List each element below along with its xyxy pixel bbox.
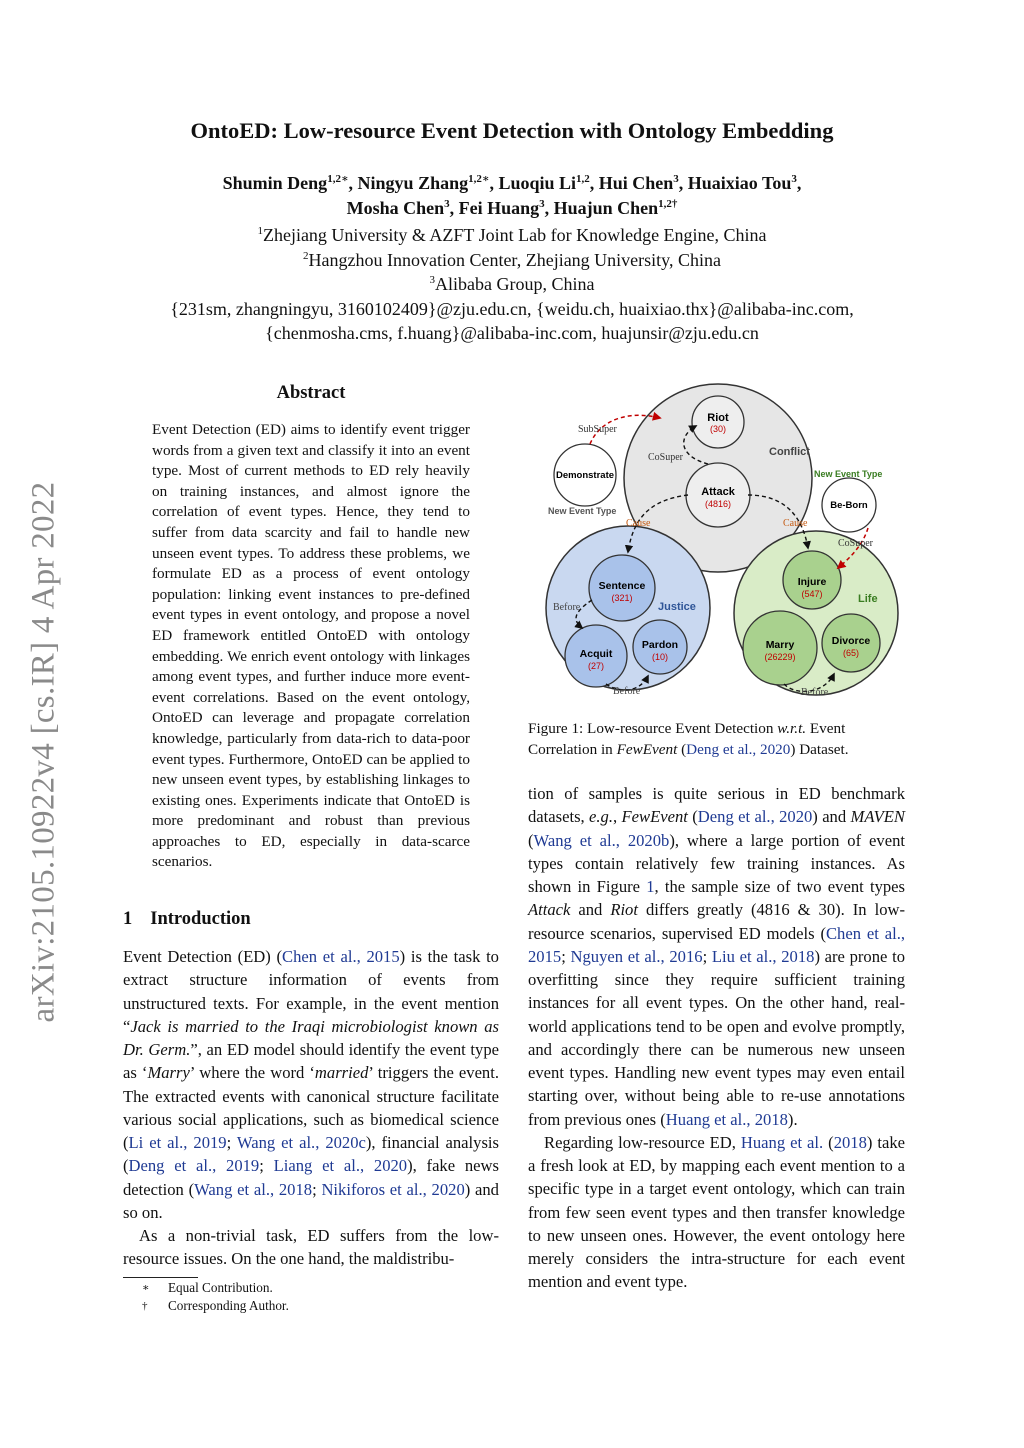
italic-text: e.g.: [589, 807, 614, 827]
new-event-type-label-right: New Event Type: [814, 469, 883, 479]
riot-name: Riot: [707, 412, 729, 424]
section-title: Introduction: [150, 909, 251, 929]
citation-link[interactable]: Chen et al., 2015: [282, 947, 400, 966]
italic-text: Marry: [147, 1063, 190, 1083]
citation-link[interactable]: Nikiforos et al., 2020: [321, 1179, 465, 1199]
acquit-name: Acquit: [579, 648, 613, 660]
citation-link[interactable]: Huang et al.: [740, 1132, 824, 1152]
affiliation-1: $^1$Zhejiang University & AZFT Joint Lab for Knowledge Engine, China: [257, 225, 767, 245]
citation-link[interactable]: Deng et al., 2020: [686, 741, 791, 758]
affiliation-3: $^3$Alibaba Group, China: [429, 274, 595, 294]
cause-right-label: Cause: [783, 518, 808, 529]
emails-line-2: {chenmosha.cms, f.huang}@alibaba-inc.com, huajunsir@zju.edu.cn: [265, 323, 759, 343]
italic-text: w.r.t.: [777, 720, 807, 737]
footnote-corresponding-author: † Corresponding Author.: [142, 1298, 289, 1313]
arxiv-identifier: arXiv:2105.10922v4 [cs.IR] 4 Apr 2022: [25, 481, 62, 1023]
right-column-body: [528, 782, 905, 1294]
italic-text: MAVEN: [850, 807, 906, 827]
abstract-text: Event Detection (ED) aims to identify event trigger words from a given text and classify it into an event type. Most of current methods to ED rely heavily on training instances, and almost ignore the correlation of event types. Hence, they tend to suffer from data scarcity and fail to handle new unseen event types. To address these problems, we formulate ED as a process of event ontology population: linking event instances to pre-defined event types in event ontology, and propose a novel ED framework entitled OntoED with ontology embedding. We enrich event ontology with linkages among event types, and further induce more event-event correlations. Based on the event ontology, OntoED can leverage and propagate correlation knowledge, particularly from data-rich to data-poor event types. Furthermore, OntoED can be applied to new unseen event types, by establishing linkages to existing ones. Experiments indicate that OntoED is more predominant and robust than previous approaches to ED, especially in data-scarce scenarios.: [152, 421, 470, 871]
abstract-heading: Abstract: [276, 383, 346, 403]
citation-link[interactable]: 2018: [833, 1132, 867, 1152]
citation-link[interactable]: Deng et al., 2020: [697, 807, 813, 827]
emails-line-1: {231sm, zhangningyu, 3160102409}@zju.edu.cn, {weidu.ch, huaixiao.thx}@alibaba-inc.com,: [170, 298, 854, 319]
author-name: Luoqiu Li: [498, 173, 577, 193]
italic-text: married: [314, 1063, 369, 1083]
author-name: Mosha Chen: [346, 198, 445, 218]
italic-text: FewEvent: [621, 807, 688, 827]
citation-link[interactable]: Huang et al., 2018: [665, 1109, 788, 1129]
italic-text: FewEvent: [616, 741, 678, 758]
affiliations: [0, 223, 1024, 346]
beborn-name: Be-Born: [830, 500, 868, 511]
author-name: Huajun Chen: [553, 198, 659, 218]
section-heading-introduction: [123, 909, 251, 930]
injure-count: (547): [801, 589, 823, 599]
sentence-count: (321): [611, 593, 633, 603]
divorce-count: (65): [842, 648, 860, 658]
injure-name: Injure: [797, 576, 827, 588]
attack-count: (4816): [704, 499, 732, 509]
author-name: Ningyu Zhang: [357, 173, 469, 193]
citation-link[interactable]: Liang et al., 2020: [273, 1156, 408, 1176]
sentence-name: Sentence: [598, 580, 646, 592]
author-line-2: Mosha Chen$^3$, Fei Huang$^3$, Huajun Chen$^{1,2\dagger}$: [346, 198, 678, 218]
paper-title: OntoED: Low-resource Event Detection with Ontology Embedding: [190, 118, 834, 143]
pardon-name: Pardon: [641, 639, 679, 651]
author-list: [0, 171, 1024, 221]
affiliation-2: $^2$Hangzhou Innovation Center, Zhejiang University, China: [302, 249, 721, 270]
right-paragraph-2: Regarding low-resource ED, Huang et al. (2018) take a fresh look at ED, by mapping each event mention to a specific type in a target event ontology, which can train from few seen event types and then transfer knowledge to new unseen ones. However, the event ontology here merely considers the intra-structure for each event mention and event type.: [528, 1132, 906, 1292]
acquit-count: (27): [587, 661, 605, 671]
demonstrate-name: Demonstrate: [555, 470, 615, 481]
cosuper-life-label: CoSuper: [838, 538, 873, 549]
footnote-rule: [123, 1277, 198, 1278]
citation-link[interactable]: Wang et al., 2018: [194, 1179, 313, 1199]
before-life-label: Before: [801, 687, 829, 698]
right-paragraph-1: tion of samples is quite serious in ED benchmark datasets, e.g., FewEvent (Deng et al., 2020) and MAVEN (Wang et al., 2020b), where a large portion of event types contain relatively few training instances. As shown in Figure 1, the sample size of two event types Attack and Riot differs greatly (4816 & 30). In low-resource scenarios, supervised ED models (Chen et al., 2015; Nguyen et al., 2016; Liu et al., 2018) are prone to overfitting since they require sufficient training instances for all event types. On the other hand, real-world applications tend to be open and evolve promptly, and accordingly there can be numerous new unseen event types. Handling new event types may even entail starting over, without being able to re-use annotations from previous ones (Huang et al., 2018).: [528, 784, 906, 1129]
citation-link[interactable]: Li et al., 2019: [128, 1133, 227, 1152]
citation-link[interactable]: Liu et al., 2018: [711, 946, 815, 966]
cause-left-label: Cause: [626, 518, 651, 529]
citation-link[interactable]: Wang et al., 2020c: [236, 1133, 366, 1152]
italic-text: Attack: [528, 900, 571, 920]
introduction-body: [123, 945, 499, 1271]
attack-name: Attack: [701, 486, 735, 498]
author-name: Fei Huang: [458, 198, 540, 218]
before-justice-label-1: Before: [553, 602, 581, 613]
italic-text: Riot: [610, 900, 638, 920]
marry-name: Marry: [765, 639, 795, 651]
figure-1-caption: Figure 1: Low-resource Event Detection w.r.t. Event Correlation in FewEvent (Deng et al., 2020) Dataset.: [528, 720, 849, 758]
section-number: 1: [123, 909, 133, 929]
before-justice-label-2: Before: [613, 686, 641, 697]
citation-link[interactable]: Deng et al., 2019: [128, 1156, 260, 1176]
riot-count: (30): [709, 424, 727, 434]
intro-paragraph-2: As a non-trivial task, ED suffers from the low-resource issues. On the one hand, the maldistribu-: [123, 1226, 499, 1269]
author-name: Shumin Deng: [222, 173, 328, 193]
subsuper-label: SubSuper: [578, 424, 617, 435]
author-line-1: Shumin Deng$^{1,2∗}$, Ningyu Zhang$^{1,2∗}$, Luoqiu Li$^{1,2}$, Hui Chen$^3$, Huaixiao Tou$^3$,: [222, 173, 802, 193]
author-name: Huaixiao Tou: [687, 173, 792, 193]
citation-link[interactable]: Nguyen et al., 2016: [570, 946, 703, 966]
justice-label: Justice: [658, 601, 696, 613]
divorce-name: Divorce: [831, 635, 871, 647]
citation-link[interactable]: 1: [646, 877, 655, 896]
intro-paragraph-1: Event Detection (ED) (Chen et al., 2015) is the task to extract structure information of events from unstructured texts. For example, in the event mention “Jack is married to the Iraqi microbiologist known as Dr. Germ.”, an ED model should identify the event type as ‘Marry’ where the word ‘married’ triggers the event. The extracted events with canonical structure facilitate various social applications, such as biomedical science (Li et al., 2019; Wang et al., 2020c), financial analysis (Deng et al., 2019; Liang et al., 2020), fake news detection (Wang et al., 2018; Nikiforos et al., 2020) and so on.: [123, 947, 499, 1222]
footnote-equal-contribution: ∗ Equal Contribution.: [142, 1280, 273, 1295]
author-name: Hui Chen: [598, 173, 674, 193]
conflict-label: Conflict: [769, 446, 810, 458]
citation-link[interactable]: Chen et al., 2015: [528, 923, 905, 966]
italic-text: Jack is married to the Iraqi microbiologist known as Dr. Germ.: [123, 1016, 499, 1059]
pardon-count: (10): [651, 652, 669, 662]
marry-count: (26229): [764, 652, 796, 662]
citation-link[interactable]: Wang et al., 2020b: [533, 830, 670, 850]
figure-1-event-ontology: [528, 380, 905, 710]
life-label: Life: [858, 593, 878, 605]
new-event-type-label-left: New Event Type: [548, 506, 617, 516]
cosuper-conflict-label: CoSuper: [648, 452, 683, 463]
